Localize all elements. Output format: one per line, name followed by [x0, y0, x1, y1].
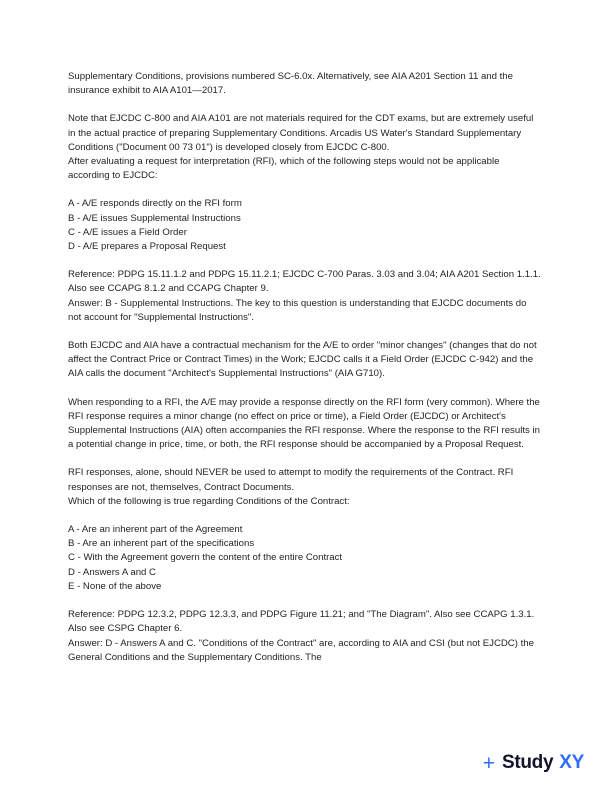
- plus-icon: +: [482, 751, 495, 775]
- body-paragraph: Both EJCDC and AIA have a contractual mechanism for the A/E to order "minor changes" (changes that do not affect the Contract Price or Contract Times) in the Work; EJCDC calls it a Field Order (EJCDC C-942) and the AIA calls the document "Architect's Supplemental Instructions" (AIA G710).: [68, 340, 540, 380]
- paragraph-spacer: [68, 98, 542, 112]
- page-footer: [0, 734, 612, 792]
- body-paragraph: D - Answers A and C: [68, 566, 156, 578]
- body-paragraph: Reference: PDPG 12.3.2, PDPG 12.3.3, and PDPG Figure 11.21; and "The Diagram". Also see CCAPG 1.3.1. Also see CSPG Chapter 6.: [68, 609, 537, 635]
- body-paragraph: C - A/E issues a Field Order: [68, 226, 187, 238]
- body-paragraph: C - With the Agreement govern the content of the entire Contract: [68, 552, 343, 564]
- body-paragraph: Reference: PDPG 15.11.1.2 and PDPG 15.11.2.1; EJCDC C-700 Paras. 3.03 and 3.04; AIA A201 Section 1.1.1. Also see CCAPG 8.1.2 and CCAPG Chapter 9.: [68, 269, 543, 295]
- body-paragraph: Answer: D - Answers A and C. "Conditions of the Contract" are, according to AIA and CSI (but not EJCDC) the General Conditions and the Supplementary Conditions. The: [68, 637, 537, 663]
- studyxy-logo: [483, 752, 584, 774]
- paragraph-spacer: [68, 325, 542, 339]
- body-paragraph: When responding to a RFI, the A/E may provide a response directly on the RFI form (very common). Where the RFI response requires a minor change (no effect on price or time), a Field Order (EJCDC) or Architect's Supplemental Instructions (AIA) often accompanies the RFI response. Where the response to the RFI results in a potential change in price, time, or both, the RFI response should be accompanied by a Proposal Request.: [68, 396, 543, 451]
- body-paragraph: Answer: B - Supplemental Instructions. The key to this question is understanding that EJCDC documents do not account for "Supplemental Instructions".: [68, 297, 530, 323]
- brand-name-xy: XY: [559, 752, 584, 773]
- paragraph-spacer: [68, 509, 542, 523]
- body-paragraph: B - A/E issues Supplemental Instructions: [68, 212, 241, 224]
- paragraph-spacer: [68, 452, 542, 466]
- body-paragraph: Note that EJCDC C-800 and AIA A101 are not materials required for the CDT exams, but are extremely useful in the actual practice of preparing Supplementary Conditions. Arcadis US Water's Standard Supplementary Conditions ("Document 00 73 01") is developed closely from EJCDC C-800.: [68, 113, 537, 153]
- paragraph-spacer: [68, 382, 542, 396]
- paragraph-spacer: [68, 594, 542, 608]
- body-paragraph: A - Are an inherent part of the Agreement: [68, 524, 243, 536]
- body-paragraph: A - A/E responds directly on the RFI form: [68, 198, 242, 210]
- body-paragraph: After evaluating a request for interpretation (RFI), which of the following steps would not be applicable according to EJCDC:: [68, 156, 503, 182]
- body-paragraph: RFI responses, alone, should NEVER be used to attempt to modify the requirements of the Contract. RFI responses are not, themselves, Contract Documents.: [68, 467, 516, 493]
- body-paragraph: D - A/E prepares a Proposal Request: [68, 241, 226, 253]
- brand-name-study: Study: [501, 752, 554, 773]
- body-paragraph: B - Are an inherent part of the specifications: [68, 538, 255, 550]
- body-paragraph: E - None of the above: [68, 580, 162, 592]
- body-paragraph: Which of the following is true regarding Conditions of the Contract:: [68, 495, 350, 507]
- paragraph-spacer: [68, 183, 542, 197]
- document-body: [68, 70, 542, 665]
- body-paragraph: Supplementary Conditions, provisions numbered SC-6.0x. Alternatively, see AIA A201 Section 11 and the insurance exhibit to AIA A101—2017.: [68, 71, 516, 97]
- paragraph-spacer: [68, 254, 542, 268]
